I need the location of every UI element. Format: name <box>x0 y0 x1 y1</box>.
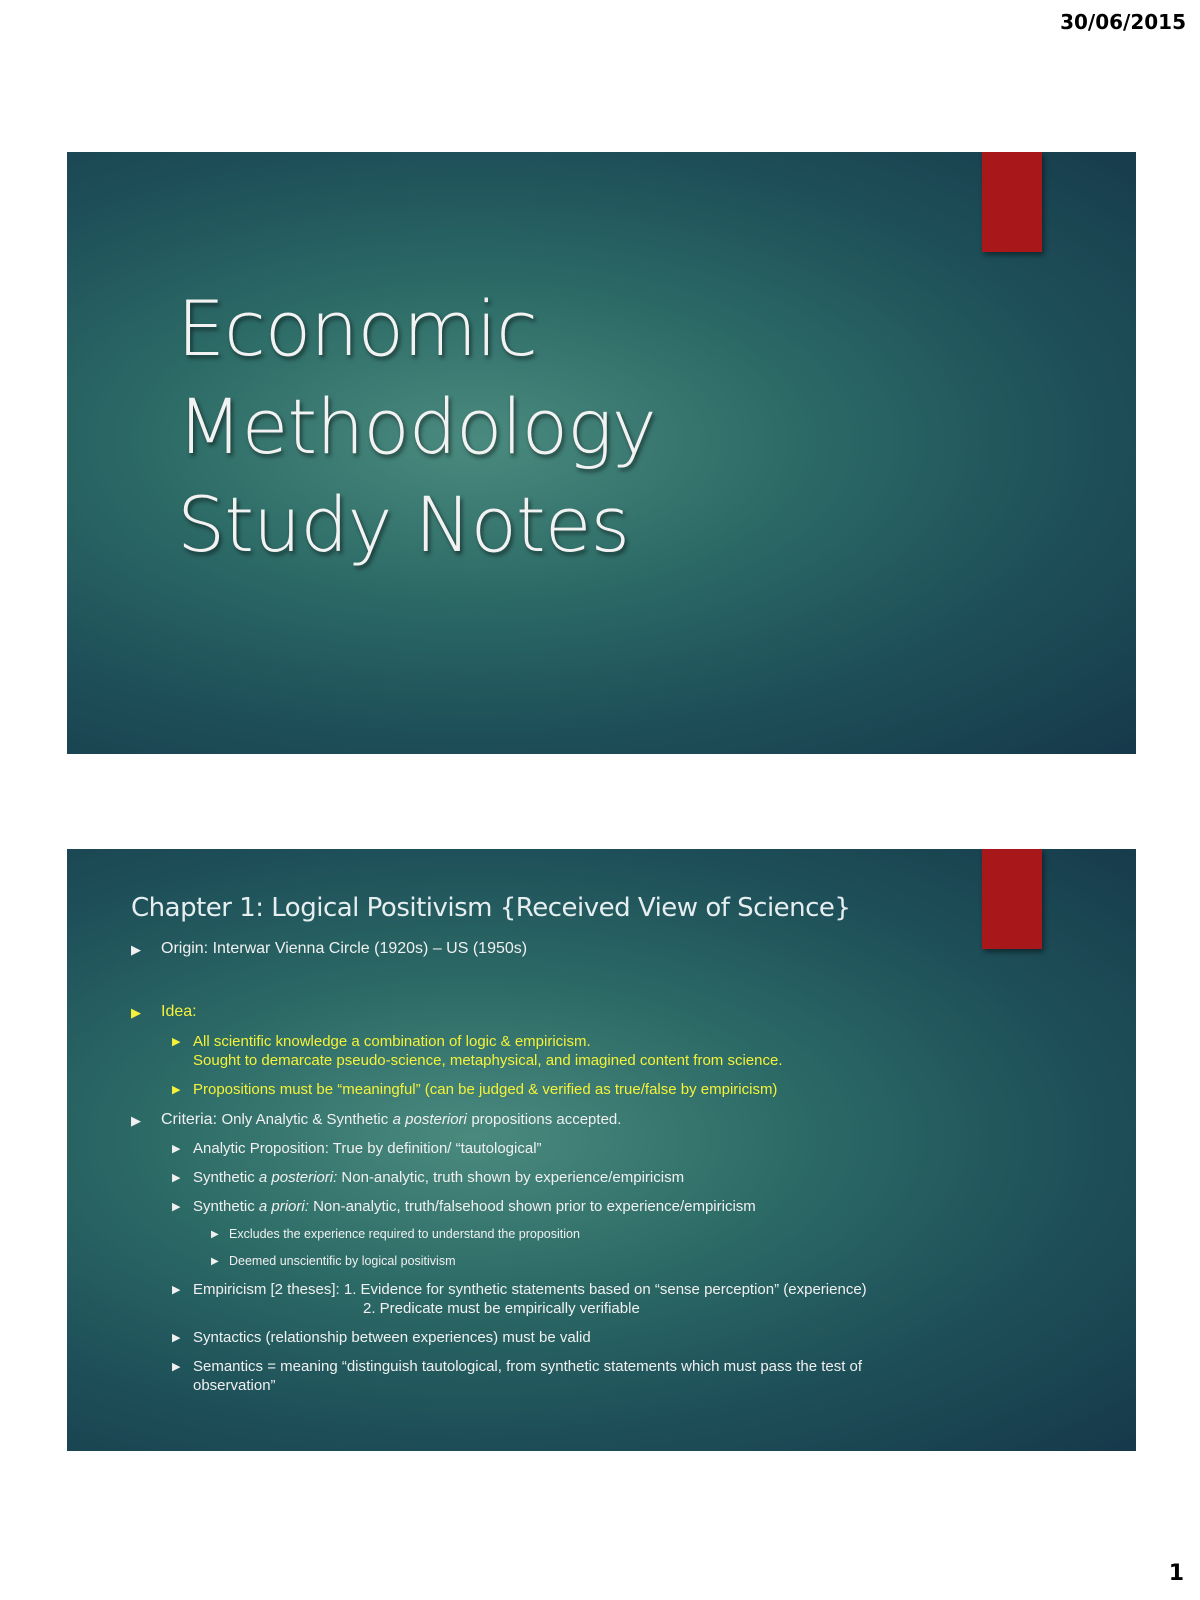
bullet-synthetic-priori: ▶ Synthetic a priori: Non-analytic, truth/falsehood shown prior to experience/empiricism <box>172 1198 756 1215</box>
chapter-slide <box>67 849 1136 1451</box>
arrow-bullet-icon: ▶ <box>172 1332 181 1344</box>
red-accent-tab <box>982 152 1042 252</box>
arrow-bullet-icon: ▶ <box>172 1036 181 1048</box>
arrow-bullet-icon: ▶ <box>131 942 141 957</box>
red-accent-tab <box>982 849 1042 949</box>
bullet-idea-propositions: ▶ Propositions must be “meaningful” (can be judged & verified as true/false by empiricism) <box>172 1081 778 1098</box>
bullet-criteria: ▶ Criteria: Only Analytic & Synthetic a posteriori propositions accepted. <box>131 1111 622 1128</box>
title-line: Methodology <box>177 382 656 471</box>
arrow-bullet-icon: ▶ <box>172 1284 181 1296</box>
title-slide <box>67 152 1136 754</box>
bullet-idea: ▶ Idea: <box>131 1003 197 1020</box>
page-date: 30/06/2015 <box>1060 10 1186 34</box>
bullet-synthetic-posteriori: ▶ Synthetic a posteriori: Non-analytic, truth shown by experience/empiricism <box>172 1169 685 1186</box>
bullet-list <box>131 939 1091 1395</box>
arrow-bullet-icon: ▶ <box>172 1084 181 1096</box>
bullet-idea-knowledge: ▶ All scientific knowledge a combination of logic & empiricism. Sought to demarcate pseudo-science, metaphysical, and imagined content from science. <box>172 1033 783 1069</box>
arrow-bullet-icon: ▶ <box>211 1256 219 1267</box>
arrow-bullet-icon: ▶ <box>172 1143 181 1155</box>
arrow-bullet-icon: ▶ <box>131 1005 141 1020</box>
bullet-analytic: ▶ Analytic Proposition: True by definition/ “tautological” <box>172 1140 542 1157</box>
chapter-title: Chapter 1: Logical Positivism {Received View of Science} <box>131 893 851 923</box>
bullet-excludes: ▶ Excludes the experience required to understand the proposition <box>131 1225 1091 1244</box>
arrow-bullet-icon: ▶ <box>131 1113 141 1128</box>
presentation-title <box>177 280 656 574</box>
arrow-bullet-icon: ▶ <box>172 1172 181 1184</box>
title-line: Economic <box>177 284 537 373</box>
bullet-empiricism: ▶ Empiricism [2 theses]: 1. Evidence for synthetic statements based on “sense perception” (experience) 2. Predicate must be empirically verifiable <box>172 1281 867 1317</box>
bullet-syntactics: ▶ Syntactics (relationship between experiences) must be valid <box>172 1329 591 1346</box>
page-number: 1 <box>1168 1561 1184 1586</box>
bullet-deemed: ▶ Deemed unscientific by logical positivism <box>131 1252 1091 1271</box>
bullet-semantics: ▶ Semantics = meaning “distinguish tautological, from synthetic statements which must pass the test of observation” <box>172 1358 863 1394</box>
bullet-origin: ▶ Origin: Interwar Vienna Circle (1920s) – US (1950s) <box>131 940 528 957</box>
arrow-bullet-icon: ▶ <box>172 1361 181 1373</box>
arrow-bullet-icon: ▶ <box>211 1229 219 1240</box>
arrow-bullet-icon: ▶ <box>172 1201 181 1213</box>
title-line: Study Notes <box>177 480 630 569</box>
